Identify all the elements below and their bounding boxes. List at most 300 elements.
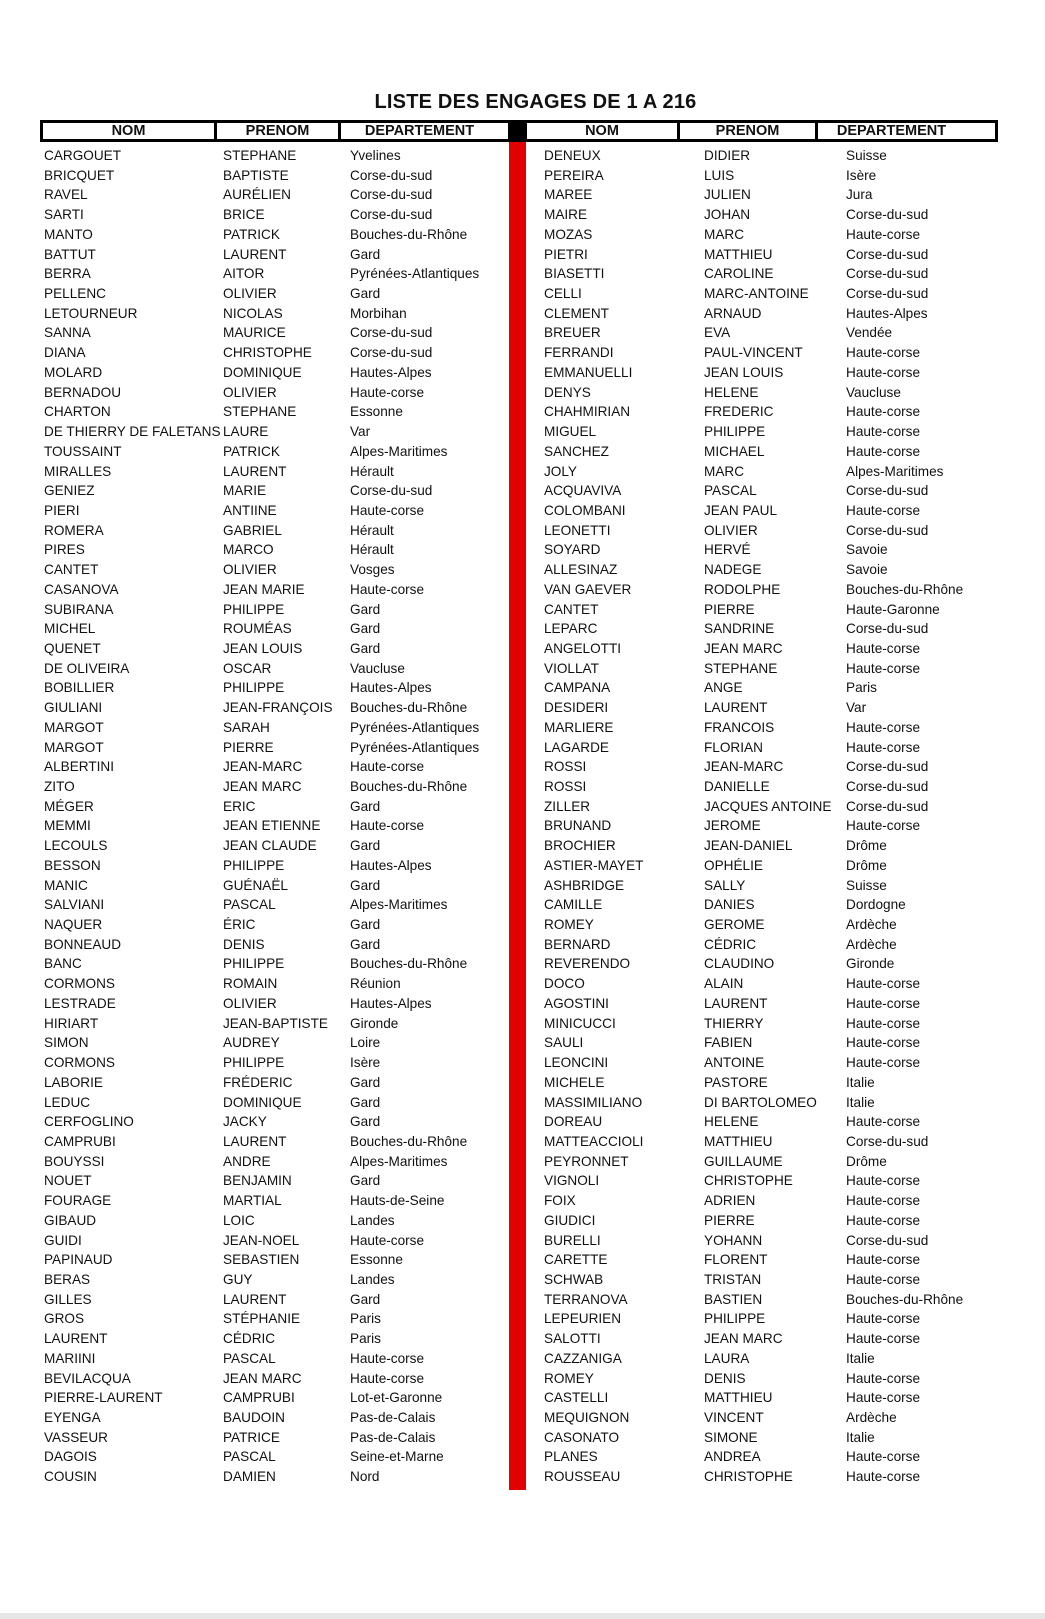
- nom-cell: ANGELOTTI: [544, 640, 622, 656]
- prenom-cell: SALLY: [704, 877, 746, 893]
- departement-cell: Haute-corse: [846, 719, 921, 735]
- departement-cell: Corse-du-sud: [846, 798, 929, 814]
- prenom-cell: HELENE: [704, 384, 759, 400]
- prenom-cell: ADRIEN: [704, 1193, 756, 1209]
- nom-cell: ZILLER: [544, 798, 591, 814]
- prenom-cell: BAPTISTE: [223, 167, 289, 183]
- departement-cell: Gard: [350, 1291, 381, 1307]
- nom-cell: LEONETTI: [544, 522, 611, 538]
- departement-cell: Gironde: [350, 1015, 399, 1031]
- departement-cell: Italie: [846, 1074, 875, 1090]
- prenom-cell: MARIE: [223, 483, 267, 499]
- prenom-cell: JEAN-NOEL: [223, 1232, 300, 1248]
- departement-cell: Paris: [350, 1331, 381, 1347]
- nom-cell: VASSEUR: [44, 1429, 108, 1445]
- prenom-cell: LAURENT: [704, 995, 768, 1011]
- departement-cell: Haute-corse: [846, 1193, 921, 1209]
- nom-cell: DE OLIVEIRA: [44, 660, 130, 676]
- departement-cell: Alpes-Maritimes: [350, 897, 448, 913]
- prenom-cell: ANGE: [704, 680, 743, 696]
- nom-cell: SAULI: [544, 1035, 584, 1051]
- prenom-cell: ANDRE: [223, 1153, 271, 1169]
- prenom-cell: PIERRE: [704, 1212, 755, 1228]
- prenom-cell: PATRICK: [223, 226, 280, 242]
- departement-cell: Haute-corse: [846, 739, 921, 755]
- prenom-cell: OLIVIER: [223, 384, 277, 400]
- prenom-cell: LUIS: [704, 167, 735, 183]
- nom-cell: DENEUX: [544, 148, 601, 163]
- departement-cell: Bouches-du-Rhône: [846, 1291, 964, 1307]
- prenom-cell: DENIS: [223, 936, 265, 952]
- prenom-cell: LAURE: [223, 424, 269, 440]
- page-bottom-edge: [0, 1613, 1045, 1619]
- prenom-cell: MAURICE: [223, 325, 286, 341]
- departement-cell: Haute-corse: [846, 1035, 921, 1051]
- departement-cell: Corse-du-sud: [350, 345, 433, 361]
- departement-cell: Ardèche: [846, 1410, 897, 1425]
- prenom-cell: PATRICE: [223, 1429, 280, 1445]
- departement-cell: Hautes-Alpes: [350, 995, 432, 1011]
- prenom-cell: PASTORE: [704, 1074, 768, 1090]
- nom-cell: EMMANUELLI: [544, 364, 633, 380]
- departement-cell: Isère: [846, 167, 877, 183]
- page-title: LISTE DES ENGAGES DE 1 A 216: [374, 91, 697, 113]
- nom-cell: DESIDERI: [544, 700, 609, 716]
- departement-cell: Vaucluse: [350, 660, 405, 676]
- nom-cell: ROSSI: [544, 759, 587, 775]
- nom-cell: MANIC: [44, 877, 88, 893]
- nom-cell: PIRES: [44, 542, 85, 558]
- nom-cell: BERNARD: [544, 936, 611, 952]
- departement-cell: Corse-du-sud: [846, 207, 929, 223]
- nom-cell: ROMERA: [44, 522, 104, 538]
- nom-cell: MARGOT: [44, 739, 104, 755]
- nom-cell: LECOULS: [44, 838, 108, 854]
- nom-cell: BREUER: [544, 325, 601, 341]
- prenom-cell: JEAN-BAPTISTE: [223, 1015, 328, 1031]
- prenom-cell: CHRISTOPHE: [704, 1469, 793, 1485]
- departement-cell: Gard: [350, 798, 381, 814]
- prenom-cell: DANIELLE: [704, 779, 770, 794]
- departement-cell: Haute-corse: [846, 1252, 921, 1268]
- nom-cell: FOURAGE: [44, 1193, 112, 1209]
- prenom-cell: PHILIPPE: [223, 601, 285, 617]
- prenom-cell: JEAN LOUIS: [704, 364, 784, 380]
- prenom-cell: FLORIAN: [704, 739, 763, 755]
- nom-cell: DAGOIS: [44, 1449, 97, 1465]
- nom-cell: MARGOT: [44, 719, 104, 735]
- prenom-cell: MARCO: [223, 542, 274, 558]
- departement-cell: Italie: [846, 1429, 875, 1445]
- prenom-cell: HERVÉ: [704, 542, 751, 558]
- prenom-cell: CÉDRIC: [223, 1331, 276, 1347]
- nom-cell: SIMON: [44, 1035, 89, 1051]
- prenom-cell: OLIVIER: [704, 522, 758, 538]
- departement-cell: Haute-corse: [846, 1370, 921, 1386]
- departement-cell: Haute-corse: [350, 384, 425, 400]
- departement-cell: Bouches-du-Rhône: [350, 956, 468, 972]
- prenom-cell: JEAN ETIENNE: [223, 818, 321, 834]
- nom-cell: GENIEZ: [44, 483, 95, 499]
- departement-cell: Haute-corse: [846, 1015, 921, 1031]
- prenom-cell: LAURENT: [223, 463, 287, 479]
- departement-cell: Pyrénées-Atlantiques: [350, 266, 480, 282]
- prenom-cell: BENJAMIN: [223, 1173, 292, 1189]
- nom-cell: SANNA: [44, 325, 91, 341]
- nom-cell: COLOMBANI: [544, 502, 626, 518]
- nom-cell: CELLI: [544, 286, 582, 302]
- header-departement: DEPARTEMENT: [364, 123, 475, 139]
- prenom-cell: GUÉNAËL: [223, 877, 288, 893]
- prenom-cell: JACQUES ANTOINE: [704, 798, 832, 814]
- nom-cell: CAMPANA: [544, 680, 611, 696]
- departement-cell: Var: [350, 424, 371, 440]
- prenom-cell: MARC: [704, 463, 745, 479]
- prenom-cell: PHILIPPE: [223, 857, 285, 873]
- departement-cell: Suisse: [846, 148, 887, 163]
- departement-cell: Haute-corse: [846, 1212, 921, 1228]
- departement-cell: Corse-du-sud: [846, 286, 929, 302]
- nom-cell: SARTI: [44, 207, 84, 223]
- nom-cell: FERRANDI: [544, 345, 614, 361]
- departement-cell: Bouches-du-Rhône: [350, 779, 468, 794]
- prenom-cell: SANDRINE: [704, 621, 775, 637]
- prenom-cell: GEROME: [704, 917, 765, 933]
- nom-cell: MIGUEL: [544, 424, 597, 440]
- nom-cell: GROS: [44, 1311, 85, 1327]
- prenom-cell: STEPHANE: [704, 660, 778, 676]
- departement-cell: Seine-et-Marne: [350, 1449, 444, 1465]
- nom-cell: BERNADOU: [44, 384, 122, 400]
- nom-cell: GIULIANI: [44, 700, 103, 716]
- departement-cell: Gironde: [846, 956, 895, 972]
- departement-cell: Haute-corse: [846, 1311, 921, 1327]
- prenom-cell: PAUL-VINCENT: [704, 345, 803, 361]
- departement-cell: Corse-du-sud: [846, 759, 929, 775]
- prenom-cell: BRICE: [223, 207, 265, 223]
- nom-cell: VIGNOLI: [544, 1173, 600, 1189]
- prenom-cell: OSCAR: [223, 660, 272, 676]
- nom-cell: SOYARD: [544, 542, 601, 558]
- prenom-cell: JEAN MARC: [223, 1370, 302, 1386]
- nom-cell: PELLENC: [44, 286, 106, 302]
- departement-cell: Haute-corse: [350, 818, 425, 834]
- departement-cell: Haute-corse: [846, 995, 921, 1011]
- prenom-cell: DI BARTOLOMEO: [704, 1094, 817, 1110]
- prenom-cell: ERIC: [223, 798, 256, 814]
- prenom-cell: AUDREY: [223, 1035, 280, 1051]
- prenom-cell: PHILIPPE: [223, 1055, 285, 1071]
- nom-cell: FOIX: [544, 1193, 576, 1209]
- prenom-cell: PIERRE: [704, 601, 755, 617]
- departement-cell: Hautes-Alpes: [350, 364, 432, 380]
- nom-cell: LABORIE: [44, 1074, 103, 1090]
- nom-cell: MASSIMILIANO: [544, 1094, 643, 1110]
- departement-cell: Vendée: [846, 325, 893, 341]
- prenom-cell: OLIVIER: [223, 995, 277, 1011]
- header-nom: NOM: [527, 123, 680, 139]
- departement-cell: Vaucluse: [846, 384, 901, 400]
- nom-cell: MOZAS: [544, 226, 593, 242]
- departement-cell: Savoie: [846, 542, 888, 558]
- prenom-cell: LAURENT: [223, 1133, 287, 1149]
- nom-cell: PIERI: [44, 502, 80, 518]
- departement-cell: Bouches-du-Rhône: [846, 581, 964, 597]
- departement-cell: Haute-Garonne: [846, 601, 940, 617]
- left-table-header: [40, 120, 511, 142]
- departement-cell: Gard: [350, 246, 381, 262]
- nom-cell: ROSSI: [544, 779, 587, 794]
- departement-cell: Paris: [350, 1311, 381, 1327]
- prenom-cell: MARTIAL: [223, 1193, 282, 1209]
- red-divider: [509, 142, 526, 1490]
- prenom-cell: DOMINIQUE: [223, 364, 302, 380]
- nom-cell: MEMMI: [44, 818, 91, 834]
- nom-cell: MARLIERE: [544, 719, 614, 735]
- prenom-cell: LOIC: [223, 1212, 255, 1228]
- right-table-header: [524, 120, 998, 142]
- departement-cell: Ardèche: [846, 917, 897, 933]
- departement-cell: Gard: [350, 621, 381, 637]
- departement-cell: Ardèche: [846, 936, 897, 952]
- nom-cell: COUSIN: [44, 1469, 97, 1485]
- nom-cell: LEPARC: [544, 621, 598, 637]
- header-departement: DEPARTEMENT: [836, 123, 947, 139]
- nom-cell: MAREE: [544, 187, 593, 203]
- nom-cell: SANCHEZ: [544, 443, 609, 459]
- departement-cell: Var: [846, 700, 867, 716]
- nom-cell: ALLESINAZ: [544, 562, 618, 578]
- prenom-cell: OPHÉLIE: [704, 857, 763, 873]
- departement-cell: Drôme: [846, 857, 887, 873]
- nom-cell: BIASETTI: [544, 266, 605, 282]
- nom-cell: RAVEL: [44, 187, 88, 203]
- nom-cell: BRICQUET: [44, 167, 115, 183]
- departement-cell: Savoie: [846, 562, 888, 578]
- departement-cell: Corse-du-sud: [350, 483, 433, 499]
- departement-cell: Corse-du-sud: [846, 1232, 929, 1248]
- nom-cell: ASHBRIDGE: [544, 877, 625, 893]
- nom-cell: CORMONS: [44, 976, 115, 992]
- departement-cell: Alpes-Maritimes: [846, 463, 944, 479]
- departement-cell: Hérault: [350, 522, 394, 538]
- prenom-cell: SARAH: [223, 719, 270, 735]
- departement-cell: Haute-corse: [846, 660, 921, 676]
- prenom-cell: FLORENT: [704, 1252, 768, 1268]
- departement-cell: Pas-de-Calais: [350, 1429, 436, 1445]
- departement-cell: Gard: [350, 838, 381, 854]
- prenom-cell: CAMPRUBI: [223, 1390, 295, 1406]
- nom-cell: PEREIRA: [544, 167, 604, 183]
- nom-cell: CASANOVA: [44, 581, 119, 597]
- departement-cell: Haute-corse: [846, 1173, 921, 1189]
- departement-cell: Haute-corse: [846, 1055, 921, 1071]
- departement-cell: Haute-corse: [846, 345, 921, 361]
- departement-cell: Pas-de-Calais: [350, 1410, 436, 1425]
- nom-cell: CAMPRUBI: [44, 1133, 116, 1149]
- departement-cell: Gard: [350, 1074, 381, 1090]
- departement-cell: Drôme: [846, 1153, 887, 1169]
- nom-cell: MOLARD: [44, 364, 103, 380]
- nom-cell: GUIDI: [44, 1232, 82, 1248]
- prenom-cell: ÉRIC: [223, 917, 256, 933]
- nom-cell: ASTIER-MAYET: [544, 857, 644, 873]
- nom-cell: DENYS: [544, 384, 591, 400]
- nom-cell: BANC: [44, 956, 82, 972]
- header-prenom: PRENOM: [680, 123, 818, 139]
- departement-cell: Haute-corse: [846, 443, 921, 459]
- nom-cell: VIOLLAT: [544, 660, 599, 676]
- prenom-cell: NICOLAS: [223, 305, 283, 321]
- departement-cell: Gard: [350, 601, 381, 617]
- nom-cell: BERRA: [44, 266, 91, 282]
- departement-cell: Haute-corse: [846, 226, 921, 242]
- nom-cell: MICHELE: [544, 1074, 605, 1090]
- departement-cell: Loire: [350, 1035, 381, 1051]
- prenom-cell: AURÉLIEN: [223, 187, 291, 203]
- prenom-cell: DANIES: [704, 897, 755, 913]
- nom-cell: LAURENT: [44, 1331, 108, 1347]
- nom-cell: CLEMENT: [544, 305, 609, 321]
- departement-cell: Haute-corse: [350, 1232, 425, 1248]
- prenom-cell: ARNAUD: [704, 305, 762, 321]
- prenom-cell: BASTIEN: [704, 1291, 763, 1307]
- departement-cell: Corse-du-sud: [350, 325, 433, 341]
- departement-cell: Corse-du-sud: [846, 483, 929, 499]
- nom-cell: SALVIANI: [44, 897, 105, 913]
- prenom-cell: MATTHIEU: [704, 1390, 773, 1406]
- nom-cell: JOLY: [544, 463, 577, 479]
- nom-cell: CASTELLI: [544, 1390, 609, 1406]
- prenom-cell: HELENE: [704, 1114, 759, 1130]
- departement-cell: Hérault: [350, 463, 394, 479]
- nom-cell: ACQUAVIVA: [544, 483, 622, 499]
- prenom-cell: LAURA: [704, 1350, 750, 1366]
- prenom-cell: PASCAL: [223, 897, 276, 913]
- departement-cell: Alpes-Maritimes: [350, 1153, 448, 1169]
- prenom-cell: PASCAL: [223, 1449, 276, 1465]
- nom-cell: AGOSTINI: [544, 995, 609, 1011]
- prenom-cell: TRISTAN: [704, 1271, 762, 1287]
- prenom-cell: AITOR: [223, 266, 265, 282]
- nom-cell: MÉGER: [44, 798, 94, 814]
- nom-cell: NAQUER: [44, 917, 103, 933]
- prenom-cell: PASCAL: [704, 483, 757, 499]
- prenom-cell: JEAN MARC: [704, 640, 783, 656]
- departement-cell: Haute-corse: [350, 1370, 425, 1386]
- prenom-cell: THIERRY: [704, 1015, 764, 1031]
- nom-cell: BONNEAUD: [44, 936, 122, 952]
- prenom-cell: CHRISTOPHE: [704, 1173, 793, 1189]
- nom-cell: PIETRI: [544, 246, 588, 262]
- prenom-cell: PATRICK: [223, 443, 280, 459]
- nom-cell: BEVILACQUA: [44, 1370, 131, 1386]
- nom-cell: BROCHIER: [544, 838, 616, 854]
- nom-cell: ZITO: [44, 779, 75, 794]
- prenom-cell: STEPHANE: [223, 404, 297, 420]
- nom-cell: HIRIART: [44, 1015, 99, 1031]
- departement-cell: Paris: [846, 680, 877, 696]
- prenom-cell: JEAN LOUIS: [223, 640, 303, 656]
- nom-cell: MINICUCCI: [544, 1015, 616, 1031]
- departement-cell: Gard: [350, 1094, 381, 1110]
- prenom-cell: STEPHANE: [223, 148, 297, 163]
- departement-cell: Haute-corse: [846, 502, 921, 518]
- nom-cell: CARETTE: [544, 1252, 608, 1268]
- departement-cell: Hauts-de-Seine: [350, 1193, 445, 1209]
- prenom-cell: CLAUDINO: [704, 956, 775, 972]
- departement-cell: Haute-corse: [846, 1390, 921, 1406]
- prenom-cell: JOHAN: [704, 207, 751, 223]
- nom-cell: LEPEURIEN: [544, 1311, 622, 1327]
- departement-cell: Lot-et-Garonne: [350, 1390, 443, 1406]
- prenom-cell: JEAN PAUL: [704, 502, 778, 518]
- departement-cell: Gard: [350, 936, 381, 952]
- nom-cell: CORMONS: [44, 1055, 115, 1071]
- departement-cell: Hautes-Alpes: [350, 857, 432, 873]
- departement-cell: Corse-du-sud: [350, 187, 433, 203]
- prenom-cell: PHILIPPE: [704, 1311, 766, 1327]
- prenom-cell: LAURENT: [223, 1291, 287, 1307]
- prenom-cell: MATTHIEU: [704, 246, 773, 262]
- departement-cell: Landes: [350, 1212, 395, 1228]
- prenom-cell: JEROME: [704, 818, 761, 834]
- prenom-cell: LAURENT: [704, 700, 768, 716]
- departement-cell: Corse-du-sud: [846, 1133, 929, 1149]
- departement-cell: Haute-corse: [846, 976, 921, 992]
- departement-cell: Drôme: [846, 838, 887, 854]
- nom-cell: BOBILLIER: [44, 680, 115, 696]
- nom-cell: CARGOUET: [44, 148, 122, 163]
- departement-cell: Dordogne: [846, 897, 906, 913]
- nom-cell: BATTUT: [44, 246, 96, 262]
- nom-cell: GILLES: [44, 1291, 92, 1307]
- prenom-cell: PASCAL: [223, 1350, 276, 1366]
- prenom-cell: EVA: [704, 325, 731, 341]
- nom-cell: EYENGA: [44, 1410, 101, 1425]
- departement-cell: Gard: [350, 1114, 381, 1130]
- departement-cell: Haute-corse: [846, 364, 921, 380]
- departement-cell: Gard: [350, 640, 381, 656]
- nom-cell: ROUSSEAU: [544, 1469, 621, 1485]
- departement-cell: Corse-du-sud: [846, 779, 929, 794]
- nom-cell: ALBERTINI: [44, 759, 115, 775]
- prenom-cell: PHILIPPE: [223, 956, 285, 972]
- prenom-cell: ROUMÉAS: [223, 621, 292, 637]
- nom-cell: LAGARDE: [544, 739, 609, 755]
- prenom-cell: JEAN MARC: [704, 1331, 783, 1347]
- prenom-cell: CHRISTOPHE: [223, 345, 312, 361]
- nom-cell: BOUYSSI: [44, 1153, 105, 1169]
- departement-cell: Gard: [350, 877, 381, 893]
- departement-cell: Morbihan: [350, 305, 407, 321]
- departement-cell: Haute-corse: [350, 1350, 425, 1366]
- departement-cell: Corse-du-sud: [846, 522, 929, 538]
- nom-cell: CERFOGLINO: [44, 1114, 134, 1130]
- nom-cell: MEQUIGNON: [544, 1410, 630, 1425]
- departement-cell: Suisse: [846, 877, 887, 893]
- nom-cell: CHAHMIRIAN: [544, 404, 631, 420]
- prenom-cell: JACKY: [223, 1114, 267, 1130]
- prenom-cell: LAURENT: [223, 246, 287, 262]
- nom-cell: DIANA: [44, 345, 86, 361]
- nom-cell: BURELLI: [544, 1232, 601, 1248]
- departement-cell: Landes: [350, 1271, 395, 1287]
- nom-cell: TERRANOVA: [544, 1291, 628, 1307]
- prenom-cell: MATTHIEU: [704, 1133, 773, 1149]
- nom-cell: CAZZANIGA: [544, 1350, 622, 1366]
- departement-cell: Corse-du-sud: [846, 266, 929, 282]
